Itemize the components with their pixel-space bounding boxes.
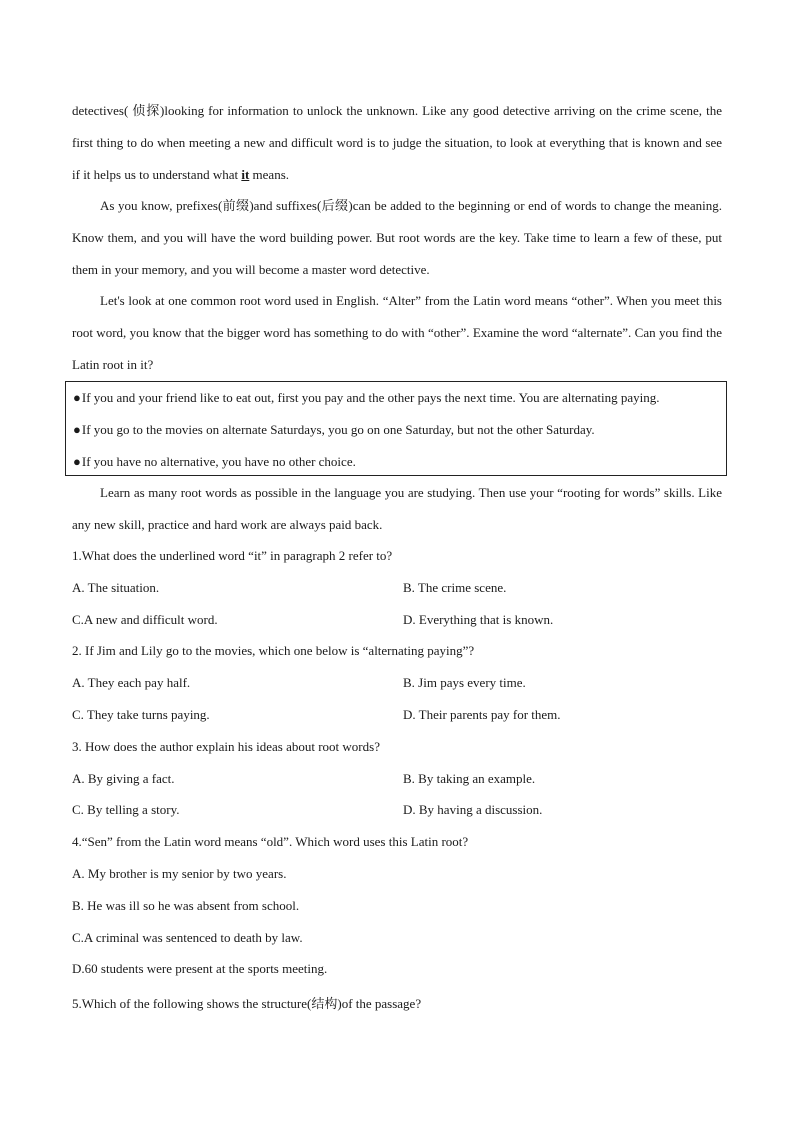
example-item: ●If you and your friend like to eat out, first you pay and the other pays the next time. You are alternating paying.: [73, 390, 660, 405]
question-3-option-d: D. By having a discussion.: [403, 802, 543, 817]
paragraph-3: Let's look at one common root word used in English. “Alter” from the Latin word means “other”. When you meet this root word, you know that the bigger word has something to do with “other”. Examine the word “alternate”. Can you find the Latin root in it?: [72, 293, 722, 372]
bullet-icon: ●: [73, 422, 81, 437]
question-2-option-b: B. Jim pays every time.: [403, 675, 526, 690]
question-2-option-d: D. Their parents pay for them.: [403, 707, 561, 722]
question-2-option-c: C. They take turns paying.: [72, 707, 210, 722]
bullet-icon: ●: [73, 390, 81, 405]
paragraph-2: As you know, prefixes(前缀)and suffixes(后缀)can be added to the beginning or end of words to change the meaning. Know them, and you will have the word building power. But root words are the key. Take time to learn a few of these, put them in your memory, and you will become a master word detective.: [72, 198, 722, 277]
question-2-stem: 2. If Jim and Lily go to the movies, which one below is “alternating paying”?: [72, 643, 475, 658]
question-5-stem: 5.Which of the following shows the structure(结构)of the passage?: [72, 996, 422, 1011]
question-4-option-d: D.60 students were present at the sports meeting.: [72, 961, 328, 976]
question-3-option-c: C. By telling a story.: [72, 802, 180, 817]
question-3-stem: 3. How does the author explain his ideas about root words?: [72, 739, 380, 754]
question-3-option-b: B. By taking an example.: [403, 771, 536, 786]
examples-box: [65, 381, 727, 476]
question-1-option-a: A. The situation.: [72, 580, 160, 595]
question-4-option-a: A. My brother is my senior by two years.: [72, 866, 287, 881]
example-item: ●If you have no alternative, you have no other choice.: [73, 454, 356, 469]
question-1-option-b: B. The crime scene.: [403, 580, 507, 595]
question-4-option-b: B. He was ill so he was absent from school.: [72, 898, 300, 913]
question-4-option-c: C.A criminal was sentenced to death by law.: [72, 930, 303, 945]
paragraph-1: detectives( 侦探)looking for information to unlock the unknown. Like any good detective arriving on the crime scene, the first thing to do when meeting a new and difficult word is to judge the situation, to look at everything that is known and see if it helps us to understand what it means.: [72, 103, 722, 182]
underlined-word-it: it: [241, 166, 250, 182]
question-4-stem: 4.“Sen” from the Latin word means “old”. Which word uses this Latin root?: [72, 834, 469, 849]
paragraph-4: Learn as many root words as possible in the language you are studying. Then use your “rooting for words” skills. Like any new skill, practice and hard work are always paid back.: [72, 485, 722, 532]
question-3-option-a: A. By giving a fact.: [72, 771, 175, 786]
example-item: ●If you go to the movies on alternate Saturdays, you go on one Saturday, but not the other Saturday.: [73, 422, 595, 437]
question-1-stem: 1.What does the underlined word “it” in paragraph 2 refer to?: [72, 548, 393, 563]
question-1-option-d: D. Everything that is known.: [403, 612, 554, 627]
bullet-icon: ●: [73, 454, 81, 469]
question-1-option-c: C.A new and difficult word.: [72, 612, 218, 627]
question-2-option-a: A. They each pay half.: [72, 675, 191, 690]
